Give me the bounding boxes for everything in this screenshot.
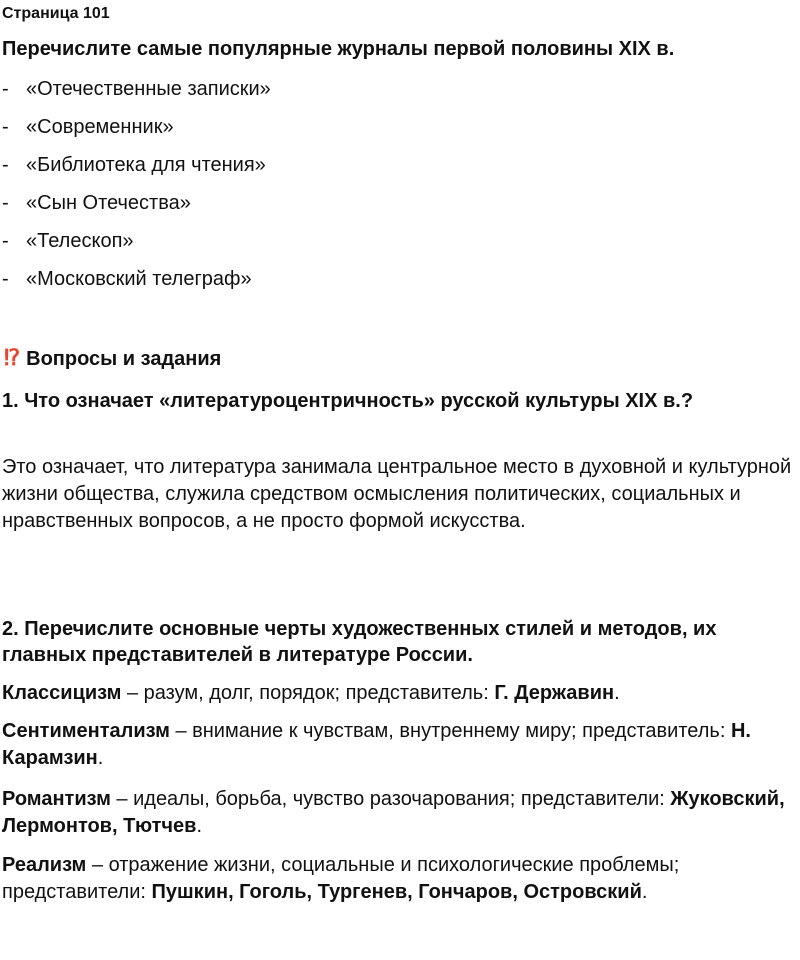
section-title: Вопросы и задания <box>26 348 222 370</box>
style-paragraph-sentimentalism <box>2 718 798 772</box>
style-name: Романтизм <box>2 788 111 810</box>
journal-name: «Библиотека для чтения» <box>26 154 266 176</box>
answer-1: Это означает, что литература занимала центральное место в духовной и культурной жизни общества, служила средством осмысления политических, социальных и нравственных вопросов, а не просто формой искусства. <box>2 456 792 532</box>
list-marker: - <box>2 154 9 176</box>
style-paragraph-romanticism <box>2 786 798 840</box>
list-item <box>0 75 271 113</box>
list-marker: - <box>2 192 9 214</box>
style-representatives: Г. Державин <box>494 682 615 704</box>
list-marker: - <box>2 116 9 138</box>
sentence-end: . <box>97 747 104 769</box>
list-marker: - <box>2 230 9 252</box>
exclamation-question-icon: ⁉ <box>4 345 19 370</box>
style-description: – идеалы, борьба, чувство разочарования; представители: <box>110 788 671 810</box>
style-description: – внимание к чувствам, внутреннему миру; представитель: <box>169 720 731 742</box>
sentence-end: . <box>196 815 203 837</box>
section-heading <box>4 344 221 373</box>
style-description: – разум, долг, порядок; представитель: <box>121 682 495 704</box>
list-item <box>0 189 271 227</box>
sentence-end: . <box>614 682 620 704</box>
style-paragraph-classicism <box>2 680 798 707</box>
question-2: 2. Перечислите основные черты художественных стилей и методов, их главных представителей в литературе России. <box>2 618 717 666</box>
journal-name: «Современник» <box>26 116 174 138</box>
list-marker: - <box>2 78 9 100</box>
style-representatives: Н. Карамзин <box>2 720 751 769</box>
style-description: – отражение жизни, социальные и психологические проблемы; представители: <box>2 854 680 903</box>
journal-name: «Сын Отечества» <box>26 192 191 214</box>
style-name: Реализм <box>2 854 87 876</box>
style-representatives: Жуковский, Лермонтов, Тютчев <box>2 788 785 837</box>
journal-name: «Московский телеграф» <box>26 268 252 290</box>
journal-name: «Телескоп» <box>26 230 134 252</box>
page-label: Страница 101 <box>2 5 110 22</box>
list-item <box>0 227 271 265</box>
style-paragraph-realism <box>2 852 798 906</box>
style-name: Сентиментализм <box>2 720 170 742</box>
journal-list <box>0 75 271 303</box>
list-item <box>0 265 271 303</box>
journal-name: «Отечественные записки» <box>26 78 271 100</box>
question-heading: Перечислите самые популярные журналы первой половины XIX в. <box>2 38 675 60</box>
style-name: Классицизм <box>2 682 122 704</box>
list-marker: - <box>2 268 9 290</box>
style-representatives: Пушкин, Гоголь, Тургенев, Гончаров, Островский <box>151 881 642 903</box>
sentence-end: . <box>641 881 648 903</box>
list-item <box>0 113 271 151</box>
question-1: 1. Что означает «литературоцентричность» русской культуры XIX в.? <box>2 390 694 412</box>
list-item <box>0 151 271 189</box>
